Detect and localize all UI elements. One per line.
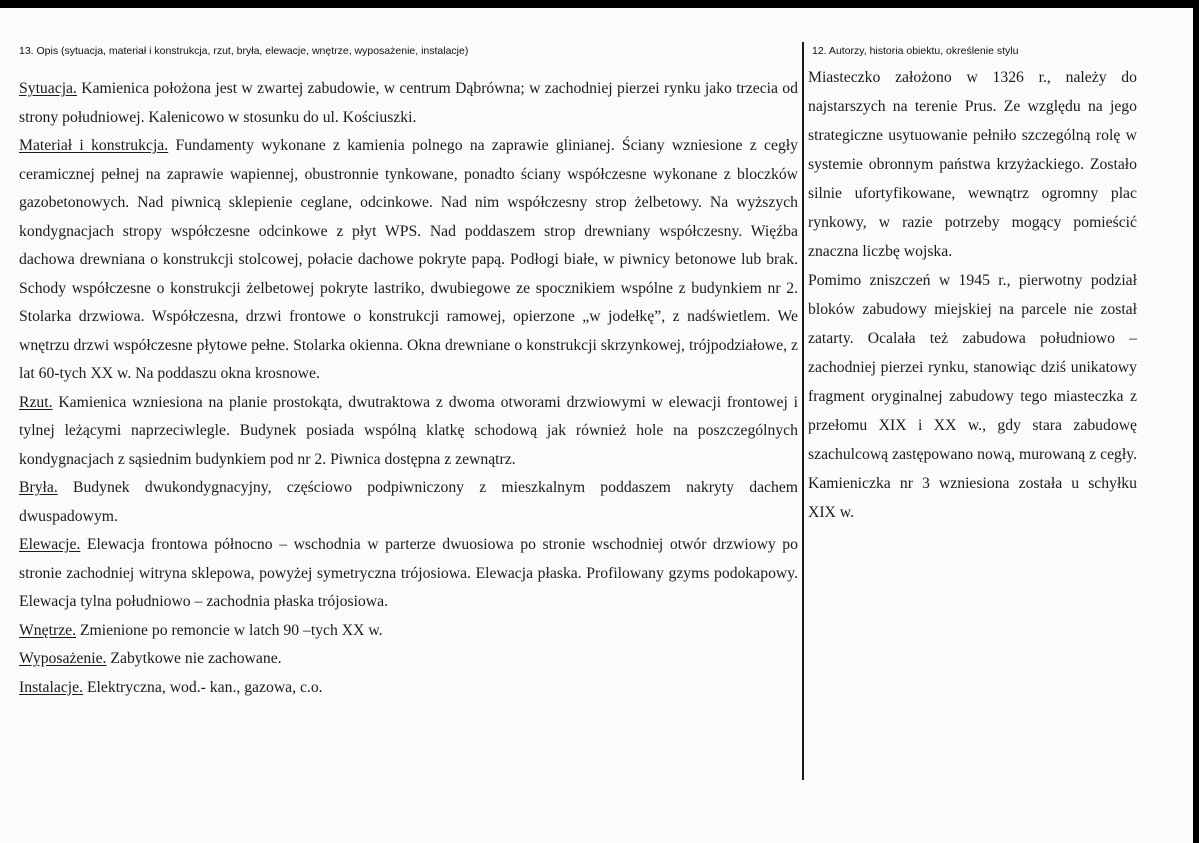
history-paragraph: Pomimo zniszczeń w 1945 r., pierwotny podział bloków zabudowy miejskiej na parcele nie został zatarty. Ocalała też zabudowa południowo – zachodniej pierzei rynku, stanowiąc dziś unikatowy fragment oryginalnej zabudowy tego miasteczka z przełomu XIX i XX w., gdy stara zabudowę szachulcową zastępowano nową, murowaną z cegły. Kamieniczka nr 3 wzniesiona została u schyłku XIX w. bbox=[808, 272, 1137, 521]
section-heading: Wyposażenie. bbox=[19, 650, 107, 667]
section-material-construction bbox=[19, 132, 798, 389]
section-heading: Elewacje. bbox=[19, 536, 81, 553]
section-furnishings bbox=[19, 645, 798, 674]
section-body: Budynek dwukondygnacyjny, częściowo podpiwniczony z mieszkalnym poddaszem nakryty dachem dwuspadowym. bbox=[19, 479, 798, 525]
section-body: Zabytkowe nie zachowane. bbox=[106, 650, 282, 667]
section-heading: Instalacje. bbox=[19, 678, 84, 696]
section-body: Elewacja frontowa północno – wschodnia w parterze dwuosiowa po stronie wschodniej otwór drzwiowy po stronie zachodniej witryna sklepowa, powyżej symetryczna trójosiowa. Elewacja płaska. Profilowany gzyms podokapowy. Elewacja tylna południowo – zachodnia płaska trójosiowa. bbox=[19, 536, 798, 610]
section-installations bbox=[19, 674, 798, 703]
section-body: Fundamenty wykonane z kamienia polnego na zaprawie glinianej. Ściany wzniesione z cegły ceramicznej pełnej na zaprawie wapiennej, obustronnie tynkowane, ponadto ściany współczesne wykonane z bloczków gazobetonowych. Nad piwnicą sklepienie ceglane, odcinkowe. Nad nim współczesny strop żelbetowy. Na wyższych kondygnacjach stropy współczesne odcinkowe z płyt WPS. Nad poddaszem strop drewniany współczesny. Więźba dachowa drewniana o konstrukcji stolcowej, połacie dachowe pokryte papą. Podłogi białe, w piwnicy betonowe lub brak. Schody współczesne o konstrukcji żelbetowej pokryte lastriko, dwubiegowe ze spocznikiem wspólne z budynkiem nr 2. Stolarka drzwiowa. Współczesna, drzwi frontowe o konstrukcji ramowej, opierzone „w jodełkę”, z nadświetlem. We wnętrzu drzwi współczesne płytowe pełne. Stolarka okienna. Okna drewniane o konstrukcji skrzynkowej, trójpodziałowe, z lat 60-tych XX w. Na poddaszu okna krosnowe. bbox=[19, 137, 798, 382]
history-field-label: 12. Autorzy, historia obiektu, określenie stylu bbox=[812, 45, 1019, 57]
form-sheet bbox=[0, 8, 1193, 843]
section-massing bbox=[19, 474, 798, 531]
history-paragraph: Miasteczko założono w 1326 r., należy do najstarszych na terenie Prus. Ze względu na jego strategiczne usytuowanie pełniło szczególną rolę w systemie obronnym państwa krzyżackiego. Zostało silnie ufortyfikowane, wewnątrz ogromny plac rynkowy, w razie potrzeby mogący pomieścić znaczna liczbę wojska. bbox=[808, 69, 1137, 260]
section-heading: Rzut. bbox=[19, 393, 53, 411]
section-body: Kamienica wzniesiona na planie prostokąta, dwutraktowa z dwoma otworami drzwiowymi w elewacji frontowej i tylnej leżącymi naprzeciwlegle. Budynek posiada wspólną klatkę schodową jak również hole na poszczególnych kondygnacjach z sąsiednim budynkiem pod nr 2. Piwnica dostępna z zewnątrz. bbox=[19, 393, 798, 468]
section-heading: Sytuacja. bbox=[19, 80, 77, 97]
section-heading: Bryła. bbox=[19, 479, 58, 496]
history-text bbox=[808, 63, 1137, 527]
description-field-label: 13. Opis (sytuacja, materiał i konstrukcja, rzut, bryła, elewacje, wnętrze, wyposażenie, instalacje) bbox=[19, 45, 469, 57]
section-body: Kamienica położona jest w zwartej zabudowie, w centrum Dąbrówna; w zachodniej pierzei rynku jako trzecia od strony południowej. Kalenicowo w stosunku do ul. Kościuszki. bbox=[19, 80, 798, 126]
section-interior bbox=[19, 617, 798, 646]
section-heading: Materiał i konstrukcja. bbox=[19, 137, 169, 154]
section-elevations bbox=[19, 531, 798, 617]
description-text bbox=[19, 75, 798, 702]
section-heading: Wnętrze. bbox=[19, 621, 77, 639]
section-body: Zmienione po remoncie w latch 90 –tych XX w. bbox=[76, 621, 383, 639]
section-plan bbox=[19, 389, 798, 475]
section-situation bbox=[19, 75, 798, 132]
section-body: Elektryczna, wod.- kan., gazowa, c.o. bbox=[83, 678, 323, 696]
column-divider bbox=[802, 42, 804, 780]
